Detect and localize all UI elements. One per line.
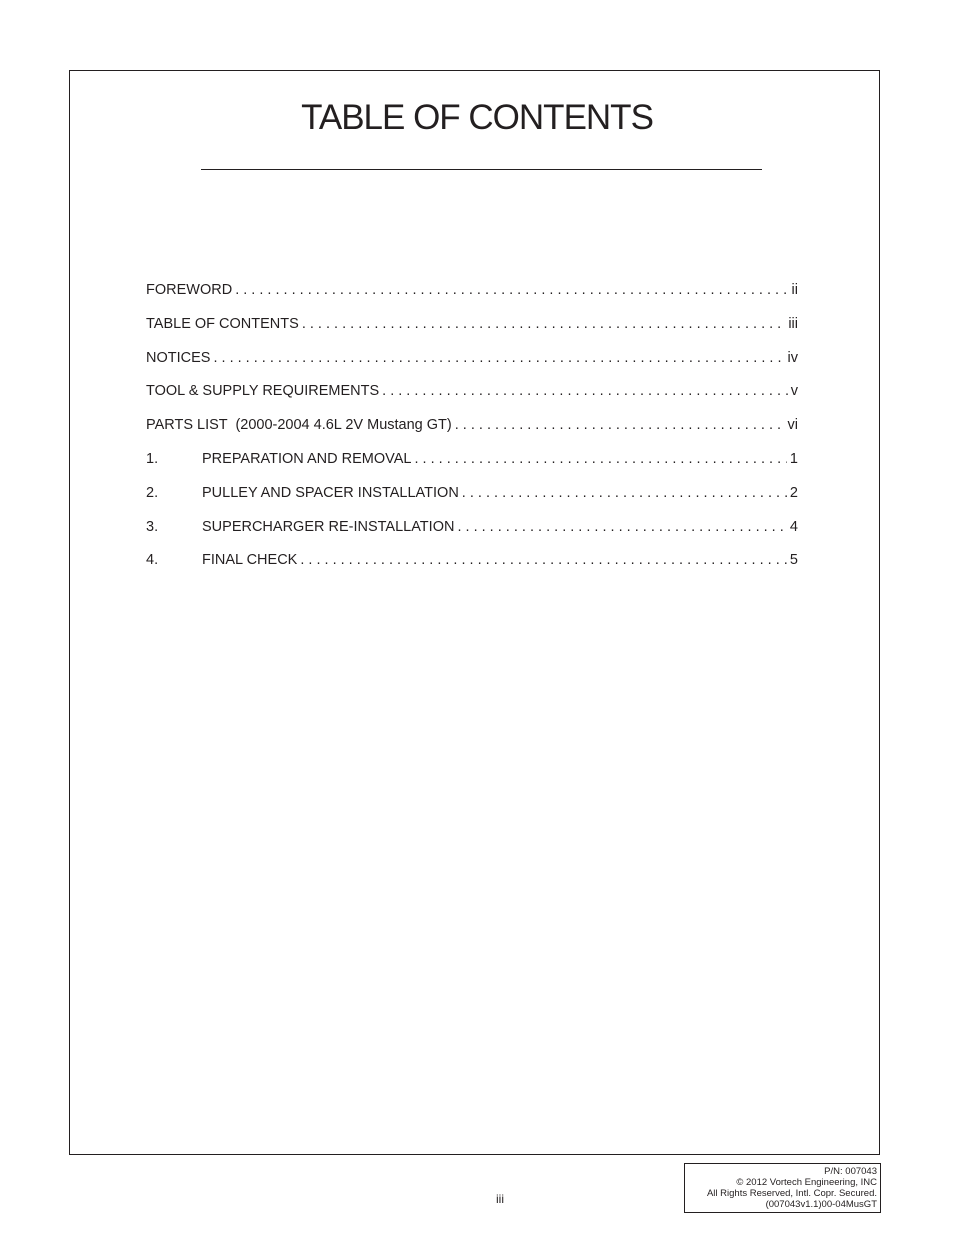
toc-entry-tool-supply-requirements[interactable] [146,380,798,414]
toc-entry-number: 3. [146,518,159,535]
toc-dot-leader [462,482,787,504]
toc-dot-leader [455,414,785,436]
toc-dot-leader [302,313,786,335]
toc-entry-number: 4. [146,552,159,569]
toc-entry-pulley-and-spacer-installation[interactable] [146,482,798,516]
toc-entry-foreword[interactable] [146,279,798,313]
toc-entry-page: 5 [789,552,798,569]
footer-doc-code: (007043v1.1)00-04MusGT [765,1199,877,1210]
toc-entry-label: FOREWORD [146,282,233,298]
footer-info-box [684,1163,881,1213]
toc-dot-leader [457,516,786,538]
table-of-contents [146,279,798,583]
toc-entry-page: 1 [789,450,798,467]
footer-rights: All Rights Reserved, Intl. Copr. Secured. [706,1188,877,1199]
toc-entry-label: PREPARATION AND REMOVAL [202,450,412,467]
toc-dot-leader [382,380,788,402]
toc-entry-table-of-contents[interactable] [146,313,798,347]
toc-dot-leader [415,448,787,470]
toc-entry-preparation-and-removal[interactable] [146,448,798,482]
footer-copyright: © 2012 Vortech Engineering, INC [736,1177,877,1188]
toc-entry-page: ii [791,282,798,298]
toc-entry-page: vi [787,417,798,434]
toc-entry-label: PULLEY AND SPACER INSTALLATION [202,484,459,501]
toc-entry-page: v [790,383,798,400]
toc-entry-page: iii [788,315,798,332]
toc-entry-label: TABLE OF CONTENTS [146,315,299,332]
title-underline [201,169,762,170]
page-border [69,70,880,1155]
toc-entry-page: 2 [789,484,798,501]
toc-entry-label: TOOL & SUPPLY REQUIREMENTS [146,383,380,400]
toc-entry-label: NOTICES [146,349,211,366]
toc-dot-leader [235,279,788,301]
toc-entry-supercharger-re-installation[interactable] [146,516,798,550]
toc-entry-number: 1. [146,450,159,467]
toc-dot-leader [213,347,784,369]
toc-entry-label: SUPERCHARGER RE-INSTALLATION [202,518,455,535]
toc-entry-label: PARTS LIST (2000-2004 4.6L 2V Mustang GT) [146,417,452,434]
toc-entry-page: iv [787,349,798,366]
toc-entry-parts-list[interactable] [146,414,798,448]
footer-part-number: P/N: 007043 [824,1166,877,1177]
page-title: TABLE OF CONTENTS [301,98,653,137]
toc-entry-notices[interactable] [146,347,798,381]
page-number: iii [496,1192,504,1206]
toc-entry-page: 4 [789,518,798,535]
toc-entry-label: FINAL CHECK [202,552,298,569]
toc-entry-number: 2. [146,484,159,501]
toc-entry-final-check[interactable] [146,549,798,583]
toc-dot-leader [300,549,787,571]
